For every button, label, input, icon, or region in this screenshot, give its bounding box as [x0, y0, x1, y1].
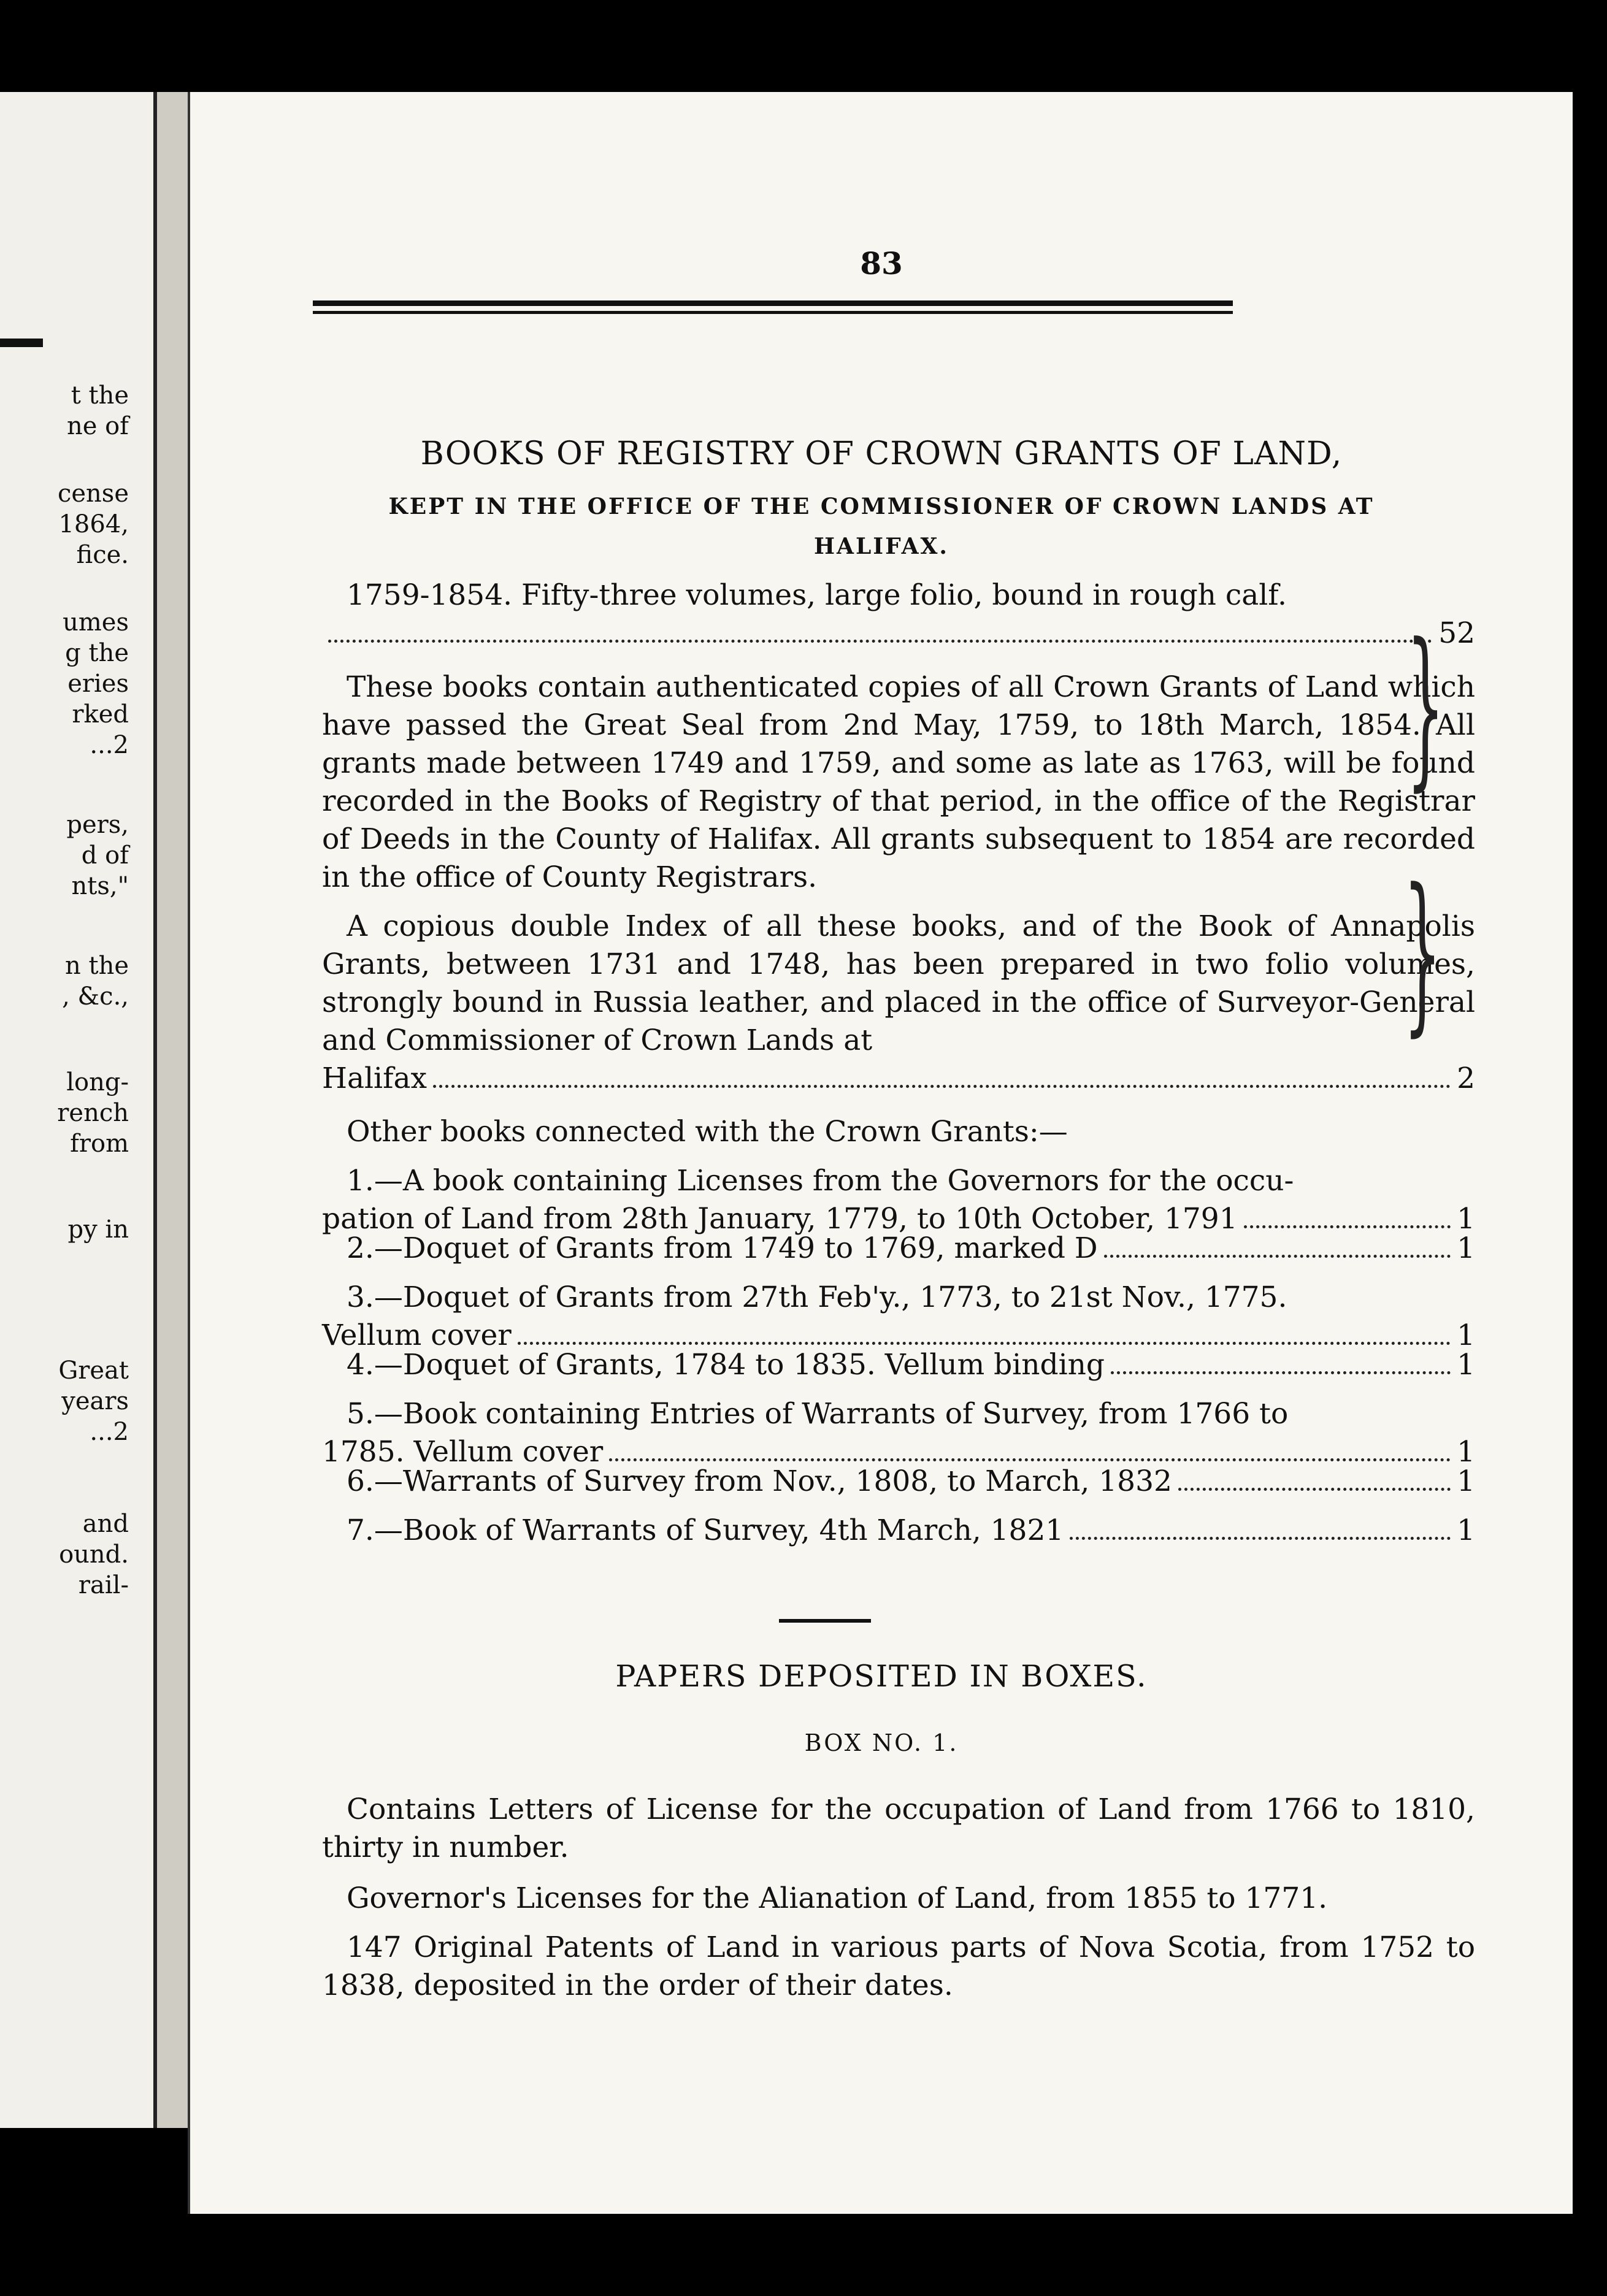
left-page-text-fragment: years	[61, 1387, 129, 1415]
item-leader-line	[322, 1512, 1475, 1550]
item-count: 1	[1457, 1231, 1475, 1265]
item-count: 1	[1457, 1318, 1475, 1352]
left-page-text-fragment: ne of	[66, 412, 129, 440]
item-text: 2.—Doquet of Grants from 1749 to 1769, marked D	[347, 1231, 1098, 1265]
left-page-text-fragment: ound.	[59, 1540, 129, 1569]
left-page-text-fragment: n the	[65, 952, 129, 980]
left-page-text-fragment: rench	[57, 1099, 129, 1127]
left-page-text-fragment: nts,"	[71, 872, 129, 900]
item-count: 1	[1457, 1435, 1475, 1469]
entry-1759-leader	[322, 614, 1475, 652]
left-page-text-fragment: long-	[66, 1068, 129, 1096]
dot-leader	[518, 1342, 1451, 1345]
left-page-text-fragment: Great	[58, 1357, 129, 1385]
dot-leader	[1244, 1225, 1451, 1228]
item-text: 1785. Vellum cover	[322, 1435, 604, 1469]
subtitle-line-2: HALIFAX.	[814, 534, 949, 559]
item-text: pation of Land from 28th January, 1779, to 10th October, 1791	[322, 1202, 1238, 1236]
dot-leader	[1178, 1488, 1451, 1491]
box-paragraph-3: 147 Original Patents of Land in various parts of Nova Scotia, from 1752 to 1838, deposited in the order of their dates.	[322, 1931, 1475, 2002]
other-books-heading: Other books connected with the Crown Grants:—	[347, 1115, 1068, 1149]
right-page	[188, 92, 1573, 2214]
item-leader-line	[322, 1230, 1475, 1268]
item-count: 1	[1457, 1513, 1475, 1547]
left-page-text-fragment: rked	[72, 700, 129, 729]
box-paragraph-2: Governor's Licenses for the Alianation of Land, from 1855 to 1771.	[347, 1881, 1328, 1915]
left-page-text-fragment: d of	[81, 841, 129, 870]
index-last-word: Halifax	[322, 1062, 427, 1095]
index-count: 2	[1457, 1062, 1475, 1095]
subtitle-line-1: KEPT IN THE OFFICE OF THE COMMISSIONER OF CROWN LANDS AT	[388, 494, 1375, 519]
box-paragraph-1: Contains Letters of License for the occupation of Land from 1766 to 1810, thirty in number.	[322, 1793, 1475, 1864]
paragraph-double-index: A copious double Index of all these books, and of the Book of Annapolis Grants, between 1731 and 1748, has been prepared in two folio volumes, strongly bound in Russia leather, and placed in the office of Surveyor-General and Commissioner of Crown Lands at	[322, 909, 1475, 1057]
box-label: BOX NO. 1.	[804, 1729, 959, 1756]
section-divider	[779, 1619, 871, 1623]
pencil-bracket-mark: }	[1406, 607, 1445, 807]
pencil-bracket-mark-2: }	[1403, 852, 1442, 1052]
left-page-text-fragment: py in	[67, 1215, 129, 1244]
left-page-text-fragment: fice.	[76, 541, 129, 569]
item-count: 1	[1457, 1464, 1475, 1498]
left-page-text-fragment: t the	[71, 381, 129, 410]
item-text: Vellum cover	[322, 1318, 512, 1352]
left-page-text-fragment: cense	[57, 480, 129, 508]
item-line-first: 5.—Book containing Entries of Warrants of Survey, from 1766 to	[347, 1397, 1289, 1431]
left-page-text-fragment: from	[70, 1130, 129, 1158]
index-leader-line	[322, 1060, 1475, 1098]
left-page-text-fragment: umes	[63, 608, 129, 637]
page-number: 83	[860, 245, 903, 281]
item-text: 7.—Book of Warrants of Survey, 4th March, 1821	[347, 1513, 1064, 1547]
left-page-text-fragment: and	[82, 1510, 129, 1538]
item-line-first: 1.—A book containing Licenses from the Governors for the occu-	[347, 1164, 1294, 1198]
item-count: 1	[1457, 1348, 1475, 1382]
item-text: 4.—Doquet of Grants, 1784 to 1835. Vellum binding	[347, 1348, 1105, 1382]
dot-leader	[328, 640, 1432, 643]
paragraph-crown-grants: These books contain authenticated copies of all Crown Grants of Land which have passed the Great Seal from 2nd May, 1759, to 18th March, 1854. All grants made between 1749 and 1759, and some as late as 1763, will be found recorded in the Books of Registry of that period, in the office of the Registrar of Deeds in the County of Halifax. All grants subsequent to 1854 are recorded in the office of County Registrars.	[322, 670, 1475, 894]
dot-leader	[1111, 1371, 1451, 1374]
dot-leader	[433, 1085, 1451, 1088]
page-title: BOOKS OF REGISTRY OF CROWN GRANTS OF LAND,	[420, 435, 1343, 472]
left-page-text-fragment: ...2	[90, 1418, 129, 1446]
left-page-text-fragment: eries	[67, 670, 129, 698]
book-gutter	[157, 92, 188, 2128]
left-page-text-fragment: rail-	[78, 1571, 129, 1599]
left-page-text-fragment: 1864,	[58, 510, 129, 538]
left-page-text-fragment: pers,	[66, 811, 129, 839]
item-count: 1	[1457, 1202, 1475, 1236]
item-text: 6.—Warrants of Survey from Nov., 1808, to March, 1832	[347, 1464, 1172, 1498]
dot-leader	[1104, 1255, 1451, 1258]
entry-1759-count: 52	[1438, 616, 1475, 650]
left-page-fragment	[0, 92, 157, 2128]
header-rule	[313, 300, 1233, 314]
item-line-first: 3.—Doquet of Grants from 27th Feb'y., 1773, to 21st Nov., 1775.	[347, 1280, 1287, 1314]
entry-1759-text: 1759-1854. Fifty-three volumes, large folio, bound in rough calf.	[347, 578, 1287, 612]
left-page-text-fragment: ...2	[90, 731, 129, 759]
section-title-papers: PAPERS DEPOSITED IN BOXES.	[615, 1659, 1148, 1694]
left-page-text-fragment: g the	[65, 639, 129, 667]
dot-leader	[609, 1458, 1451, 1461]
dot-leader	[1070, 1537, 1451, 1540]
item-leader-line	[322, 1346, 1475, 1384]
item-leader-line	[322, 1463, 1475, 1501]
left-page-text-fragment: , &c.,	[62, 982, 129, 1011]
left-page-rule	[0, 339, 43, 347]
